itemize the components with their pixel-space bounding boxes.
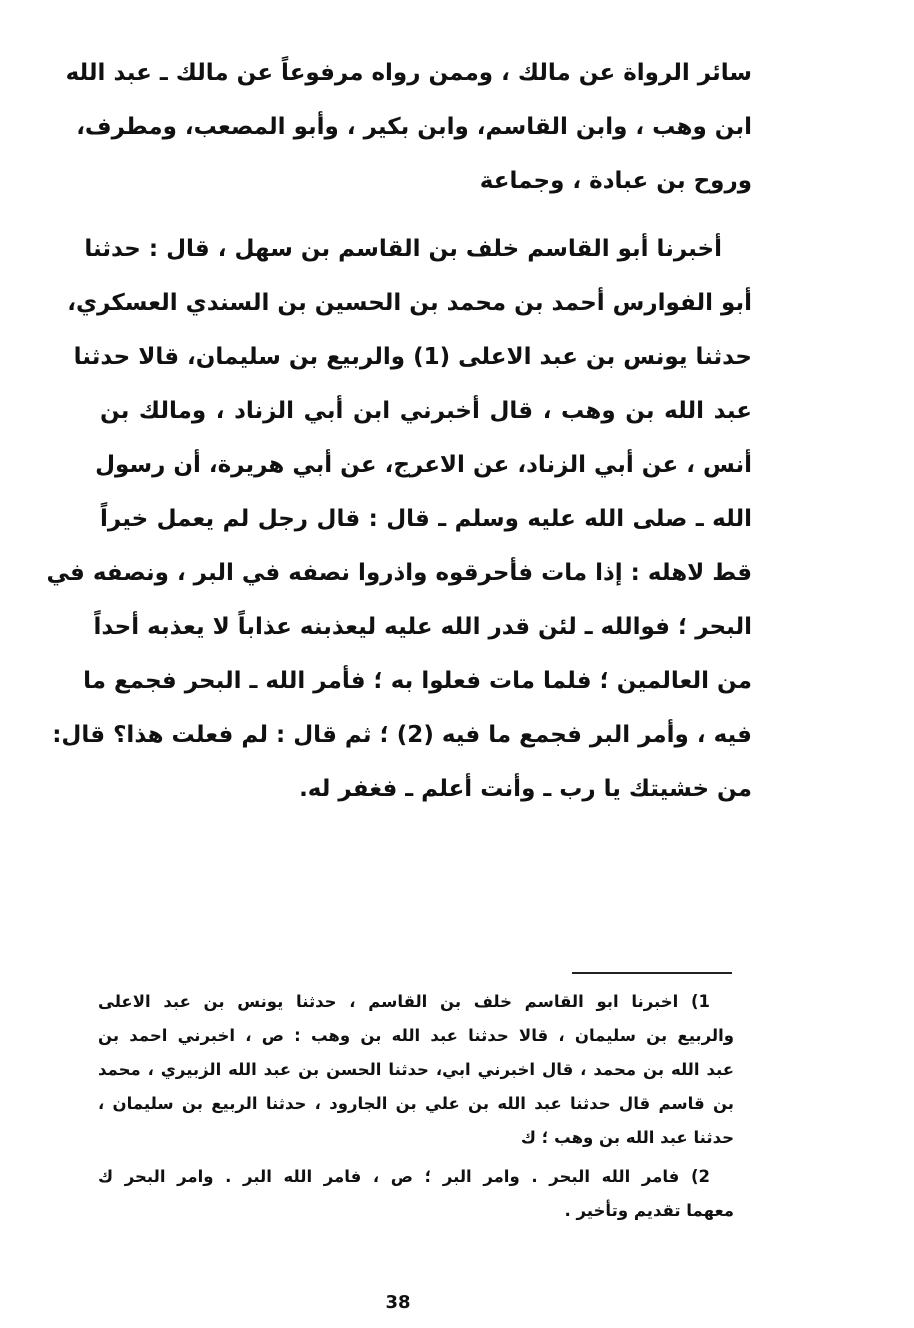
body-line: من خشيتك يا رب ـ وأنت أعلم ـ فغفر له. [299, 776, 752, 802]
body-line: أبو الفوارس أحمد بن محمد بن الحسين بن السندي العسكري، [67, 290, 752, 316]
body-line: وروح بن عبادة ، وجماعة [479, 168, 752, 194]
footnote-line: 2) فامر الله البحر . وامر البر ؛ ص ، فامر الله البر . وامر البحر ك [98, 1167, 710, 1186]
footnote-line: والربيع بن سليمان ، قالا حدثنا عبد الله بن وهب : ص ، اخبرني احمد بن [98, 1026, 734, 1045]
body-line: قط لاهله : إذا مات فأحرقوه واذروا نصفه في البر ، ونصفه في [46, 560, 752, 586]
footnote-line: معهما تقديم وتأخير . [564, 1201, 734, 1220]
body-line: فيه ، وأمر البر فجمع ما فيه (2) ؛ ثم قال : لم فعلت هذا؟ قال: [52, 722, 752, 748]
body-line: الله ـ صلى الله عليه وسلم ـ قال : قال رجل لم يعمل خيراً [100, 506, 752, 532]
body-line: ابن وهب ، وابن القاسم، وابن بكير ، وأبو المصعب، ومطرف، [76, 114, 752, 140]
footnote-divider [572, 972, 732, 974]
body-line: سائر الرواة عن مالك ، وممن رواه مرفوعاً عن مالك ـ عبد الله [65, 60, 752, 86]
body-line: من العالمين ؛ فلما مات فعلوا به ؛ فأمر الله ـ البحر فجمع ما [83, 668, 752, 694]
body-line: عبد الله بن وهب ، قال أخبرني ابن أبي الزناد ، ومالك بن [100, 398, 752, 424]
body-paragraph-2 [46, 222, 752, 816]
body-line: أنس ، عن أبي الزناد، عن الاعرج، عن أبي هريرة، أن رسول [95, 452, 752, 478]
footnote-line: بن قاسم قال حدثنا عبد الله بن علي بن الجارود ، حدثنا الربيع بن سليمان ، [98, 1094, 734, 1113]
body-paragraph-1 [65, 46, 752, 208]
body-line: أخبرنا أبو القاسم خلف بن القاسم بن سهل ، قال : حدثنا [84, 236, 722, 262]
body-line: حدثنا يونس بن عبد الاعلى (1) والربيع بن سليمان، قالا حدثنا [73, 344, 752, 370]
footnote-1 [98, 985, 734, 1155]
footnote-2 [98, 1160, 734, 1228]
footnote-line: 1) اخبرنا ابو القاسم خلف بن القاسم ، حدثنا يونس بن عبد الاعلى [98, 992, 710, 1011]
page-number: 38 [385, 1292, 411, 1313]
footnote-line: عبد الله بن محمد ، قال اخبرني ابي، حدثنا الحسن بن عبد الله الزبيري ، محمد [98, 1060, 734, 1079]
footnote-line: حدثنا عبد الله بن وهب ؛ ك [520, 1128, 734, 1147]
body-line: البحر ؛ فوالله ـ لئن قدر الله عليه ليعذبنه عذاباً لا يعذبه أحداً [93, 614, 752, 640]
